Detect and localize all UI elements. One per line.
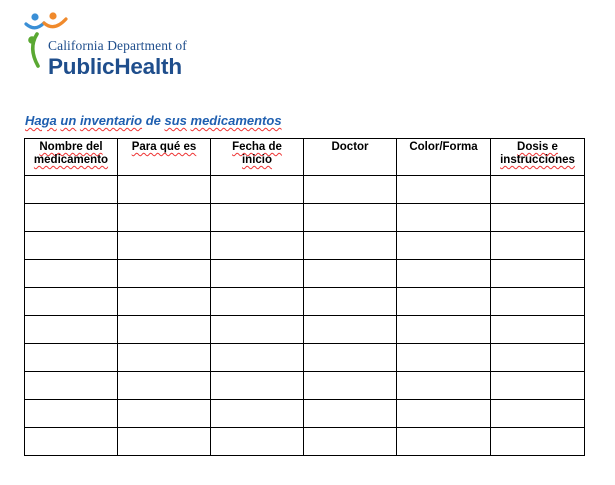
header-line: Color/Forma <box>409 141 478 153</box>
table-cell[interactable] <box>211 260 304 288</box>
table-cell[interactable] <box>211 372 304 400</box>
header-line: Fecha de <box>232 141 282 153</box>
table-cell[interactable] <box>491 204 585 232</box>
heading-word: sus <box>164 113 187 128</box>
table-cell[interactable] <box>397 428 491 456</box>
table-cell[interactable] <box>397 288 491 316</box>
logo-department-text: California Department of <box>48 38 187 53</box>
table-cell[interactable] <box>304 372 397 400</box>
table-cell[interactable] <box>304 428 397 456</box>
table-cell[interactable] <box>491 288 585 316</box>
table-cell[interactable] <box>118 232 211 260</box>
header-line: Doctor <box>331 141 369 153</box>
table-cell[interactable] <box>304 316 397 344</box>
table-cell[interactable] <box>397 400 491 428</box>
header-color-shape <box>397 139 491 176</box>
table-cell[interactable] <box>304 400 397 428</box>
table-cell[interactable] <box>25 232 118 260</box>
table-cell[interactable] <box>25 288 118 316</box>
table-cell[interactable] <box>491 316 585 344</box>
table-cell[interactable] <box>25 176 118 204</box>
table-cell[interactable] <box>25 344 118 372</box>
table-cell[interactable] <box>304 176 397 204</box>
table-cell[interactable] <box>25 316 118 344</box>
table-cell[interactable] <box>25 260 118 288</box>
table-cell[interactable] <box>491 344 585 372</box>
table-cell[interactable] <box>25 204 118 232</box>
heading-word: de <box>145 113 161 128</box>
table-cell[interactable] <box>118 176 211 204</box>
table-cell[interactable] <box>397 204 491 232</box>
logo-health-word: Health <box>114 54 182 79</box>
header-line: Dosis e <box>517 141 558 153</box>
table-cell[interactable] <box>397 344 491 372</box>
table-cell[interactable] <box>118 288 211 316</box>
table-header-row <box>25 139 585 176</box>
header-doctor <box>304 139 397 176</box>
table-row <box>25 428 585 456</box>
table-cell[interactable] <box>397 260 491 288</box>
table-cell[interactable] <box>397 372 491 400</box>
table-cell[interactable] <box>304 288 397 316</box>
header-line: Para qué es <box>131 141 197 153</box>
heading-word: un <box>60 113 77 128</box>
logo-public-health-text <box>48 54 182 80</box>
table-cell[interactable] <box>25 400 118 428</box>
medication-inventory-table <box>24 138 585 456</box>
table-cell[interactable] <box>304 344 397 372</box>
header-dose-instructions <box>491 139 585 176</box>
heading-word: medicamentos <box>190 113 282 128</box>
table-row <box>25 260 585 288</box>
table-cell[interactable] <box>211 176 304 204</box>
header-purpose <box>118 139 211 176</box>
table-cell[interactable] <box>211 344 304 372</box>
table-cell[interactable] <box>491 260 585 288</box>
table-cell[interactable] <box>491 400 585 428</box>
table-row <box>25 288 585 316</box>
table-cell[interactable] <box>304 232 397 260</box>
heading-word: Haga <box>25 113 57 128</box>
table-cell[interactable] <box>211 400 304 428</box>
table-cell[interactable] <box>211 288 304 316</box>
table-row <box>25 372 585 400</box>
table-cell[interactable] <box>397 316 491 344</box>
heading-word: inventario <box>79 113 143 128</box>
table-cell[interactable] <box>118 428 211 456</box>
table-row <box>25 204 585 232</box>
table-cell[interactable] <box>118 400 211 428</box>
table-cell[interactable] <box>397 176 491 204</box>
table-cell[interactable] <box>211 428 304 456</box>
logo-public-word: Public <box>48 54 115 79</box>
header-start-date <box>211 139 304 176</box>
table-row <box>25 232 585 260</box>
page-heading <box>25 113 282 128</box>
table-cell[interactable] <box>25 428 118 456</box>
header-line: inicio <box>241 154 273 166</box>
table-cell[interactable] <box>304 260 397 288</box>
table-cell[interactable] <box>118 204 211 232</box>
table-cell[interactable] <box>491 232 585 260</box>
table-cell[interactable] <box>118 316 211 344</box>
header-medication-name <box>25 139 118 176</box>
table-cell[interactable] <box>118 260 211 288</box>
table-row <box>25 176 585 204</box>
table-cell[interactable] <box>491 428 585 456</box>
table-cell[interactable] <box>211 204 304 232</box>
header-line: medicamento <box>33 154 109 166</box>
table-cell[interactable] <box>211 232 304 260</box>
header-line: instrucciones <box>500 154 575 166</box>
cdph-logo <box>24 10 214 78</box>
table-row <box>25 344 585 372</box>
table-cell[interactable] <box>397 232 491 260</box>
table-row <box>25 400 585 428</box>
header-line: Nombre del <box>39 141 103 153</box>
table-cell[interactable] <box>211 316 304 344</box>
table-cell[interactable] <box>491 372 585 400</box>
table-cell[interactable] <box>118 344 211 372</box>
table-row <box>25 316 585 344</box>
table-cell[interactable] <box>25 372 118 400</box>
table-cell[interactable] <box>118 372 211 400</box>
table-cell[interactable] <box>491 176 585 204</box>
table-cell[interactable] <box>304 204 397 232</box>
